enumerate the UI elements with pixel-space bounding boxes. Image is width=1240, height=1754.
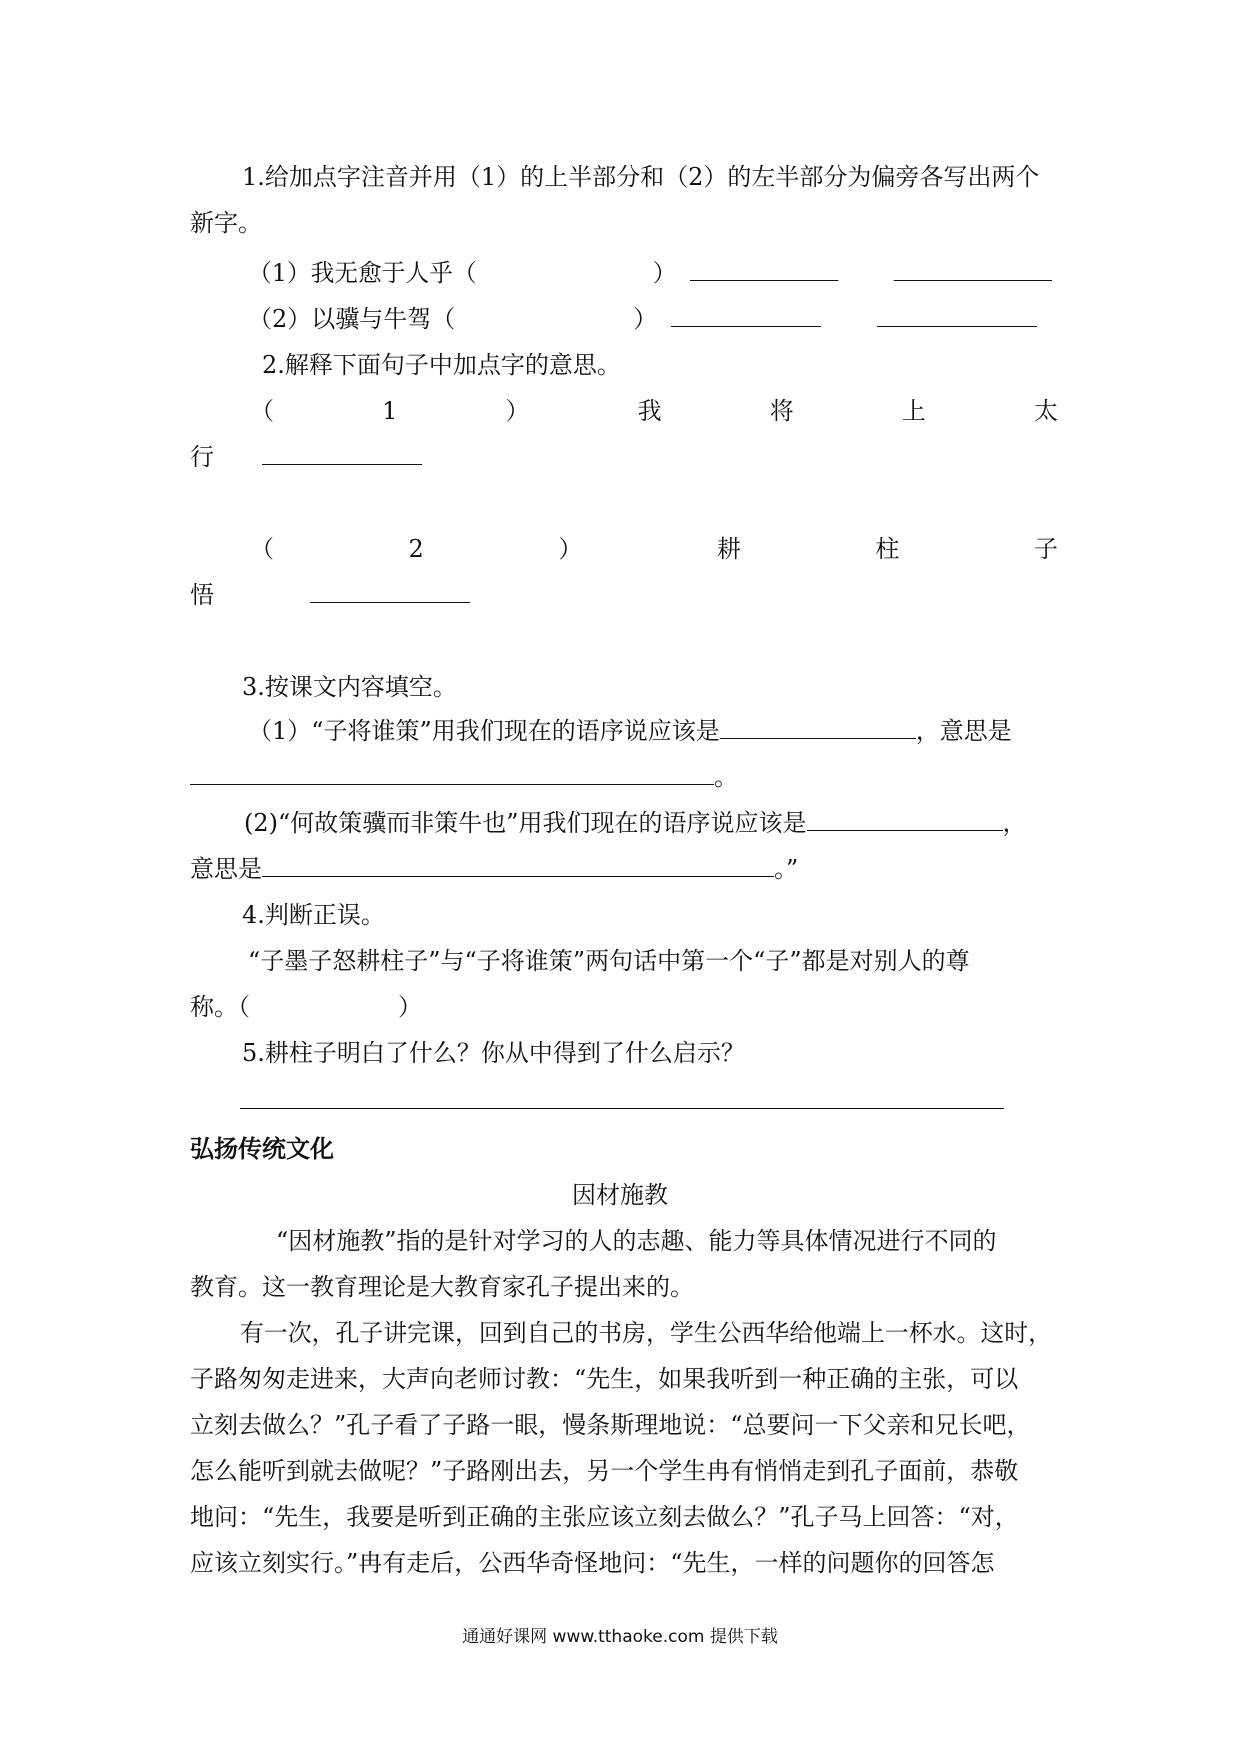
q3-item2 — [244, 806, 1027, 840]
q4-line2 — [190, 990, 422, 1024]
q2-item1-token: 我 — [637, 397, 662, 425]
q2-item1-end-char: 行 — [190, 443, 214, 471]
q2-item2-token: 耕 — [716, 535, 741, 563]
q3-item1 — [248, 714, 1012, 748]
q2-item1-token: 上 — [901, 397, 926, 425]
q5-prompt: 5.耕柱子明白了什么？你从中得到了什么启示？ — [242, 1039, 745, 1067]
q3-item1-cont — [190, 760, 738, 794]
q3-item2-blank-meaning[interactable] — [262, 858, 774, 877]
q3-item2-text-a: (2)“何故策骥而非策牛也”用我们现在的语序说应该是 — [244, 809, 807, 837]
q1-item2-blank-2[interactable] — [877, 308, 1037, 327]
paragraph-2-line-6: 应该立刻实行。”冉有走后，公西华奇怪地问：“先生，一样的问题你的回答怎 — [190, 1549, 995, 1577]
q2-item1-end — [190, 440, 422, 474]
q4-prompt: 4.判断正误。 — [242, 901, 385, 929]
q3-item1-text-c: 。 — [714, 763, 738, 791]
q3-item2-text-c: 意思是 — [190, 855, 262, 883]
q2-prompt: 2.解释下面句子中加点字的意思。 — [262, 351, 621, 379]
q3-item2-text-d: 。” — [774, 855, 799, 883]
q2-item1 — [250, 394, 1058, 428]
section-heading: 弘扬传统文化 — [190, 1135, 334, 1163]
q4-close: ） — [398, 993, 422, 1021]
q5-answer-blank[interactable] — [240, 1090, 1004, 1109]
q2-item1-token: 将 — [769, 397, 794, 425]
q1-item2 — [248, 302, 1037, 336]
paragraph-2-line-1: 有一次，孔子讲完课，回到自己的书房，学生公西华给他端上一杯水。这时， — [240, 1319, 1053, 1347]
q3-item2-cont — [190, 852, 798, 886]
footer-credit: 通通好课网 www.tthaoke.com 提供下载 — [462, 1627, 778, 1647]
q2-item1-token: ） — [505, 397, 530, 425]
q1-item1-blank-1[interactable] — [690, 262, 838, 281]
q2-item1-token: （ — [250, 397, 274, 425]
q2-item1-token: 太 — [1033, 397, 1058, 425]
q2-item2 — [250, 532, 1058, 566]
section-title: 因材施教 — [572, 1181, 668, 1209]
paragraph-2-line-5: 地问：“先生，我要是听到正确的主张应该立刻去做么？”孔子马上回答：“对， — [190, 1503, 1019, 1531]
q2-item2-end-char: 悟 — [190, 581, 214, 609]
q1-item1 — [248, 256, 1052, 290]
q1-prompt-line1: 1.给加点字注音并用（1）的上半部分和（2）的左半部分为偏旁各写出两个 — [242, 163, 1040, 191]
paragraph-1-line-2: 教育。这一教育理论是大教育家孔子提出来的。 — [190, 1273, 694, 1301]
q5-answer — [240, 1084, 1004, 1118]
q2-item2-token: ） — [558, 535, 583, 563]
q1-item1-text: （1）我无愈于人乎（ — [248, 259, 477, 287]
q2-item2-end — [190, 578, 470, 612]
q1-item2-text: （2）以骥与牛驾（ — [248, 305, 456, 333]
q3-item1-text-b: ，意思是 — [915, 717, 1012, 745]
paragraph-2-line-4: 怎么能听到就去做呢？”子路刚出去，另一个学生冉有悄悄走到孔子面前，恭敬 — [190, 1457, 1019, 1485]
q2-item2-blank[interactable] — [310, 584, 470, 603]
q1-item2-blank-1[interactable] — [671, 308, 821, 327]
q3-prompt: 3.按课文内容填空。 — [242, 673, 457, 701]
paragraph-1-line-1: “因材施教”指的是针对学习的人的志趣、能力等具体情况进行不同的 — [276, 1227, 997, 1255]
q3-item1-text-a: （1）“子将谁策”用我们现在的语序说应该是 — [248, 717, 720, 745]
q2-item2-token: （ — [250, 535, 274, 563]
q2-item2-token: 子 — [1033, 535, 1058, 563]
q1-item2-close: ） — [633, 305, 658, 333]
paragraph-2-line-3: 立刻去做么？”孔子看了子路一眼，慢条斯理地说：“总要问一下父亲和兄长吧， — [190, 1411, 1031, 1439]
q3-item1-blank-order[interactable] — [720, 720, 916, 739]
q3-item2-text-b: ， — [1002, 809, 1027, 837]
q2-item2-token: 2 — [408, 535, 424, 563]
q1-item1-close: ） — [652, 259, 677, 287]
q4-line1: “子墨子怒耕柱子”与“子将谁策”两句话中第一个“子”都是对别人的尊 — [248, 947, 970, 975]
q3-item2-blank-order[interactable] — [807, 812, 1003, 831]
paragraph-2-line-2: 子路匆匆走进来，大声向老师讨教：“先生，如果我听到一种正确的主张，可以 — [190, 1365, 1019, 1393]
q2-item1-token: 1 — [382, 397, 398, 425]
q2-item2-token: 柱 — [875, 535, 900, 563]
q1-prompt-line2: 新字。 — [190, 209, 262, 237]
q4-line2-text: 称。（ — [190, 993, 250, 1021]
q3-item1-blank-meaning[interactable] — [190, 766, 714, 785]
q2-item1-blank[interactable] — [262, 446, 422, 465]
q1-item1-blank-2[interactable] — [893, 262, 1051, 281]
